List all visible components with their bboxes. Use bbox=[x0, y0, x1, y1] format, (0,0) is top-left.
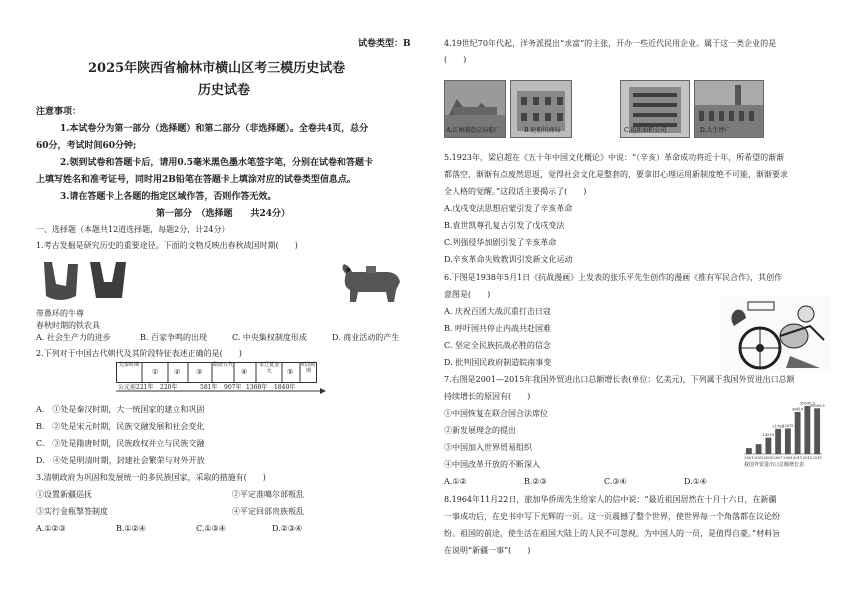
timeline-label: 明清时期 bbox=[301, 362, 317, 374]
chart-data-label: 21762 bbox=[772, 424, 784, 429]
q8-line: 8.1964年11月22日，旅加华侨周先生给家人的信中说：“最近祖国居然在十月十六日，在新疆 bbox=[444, 495, 777, 504]
q7-item: ②新发展理念的提出 bbox=[444, 426, 516, 435]
timeline-label: 先秦时期 bbox=[118, 362, 139, 368]
chart-tick-label: 2009 bbox=[783, 456, 793, 460]
q8-line: 纷。祖国的前途，使生活在祖国大陆上的人民不可忽视。为中国人的一员，是值得自豪。”材料旨 bbox=[444, 529, 781, 538]
q5-line: 都落空，渐渐有点废然思返，觉得社会文化是整套的，要拿旧心理运用新制度绝不可能，渐渐要求 bbox=[444, 170, 788, 179]
q1-caption-1: 带鼻环的牛尊 bbox=[36, 309, 84, 318]
chart-tick-label: 2013 bbox=[802, 456, 812, 460]
q1-option-a[interactable]: A. 社会生产力的进步 bbox=[36, 333, 111, 342]
chart-bar bbox=[814, 408, 820, 454]
timeline-label: 宋辽夏金元 bbox=[258, 362, 279, 374]
q5-line: 全人格的觉醒。”这段话主要揭示了( ) bbox=[444, 187, 587, 196]
q1-option-c[interactable]: C. 中央集权制度形成 bbox=[232, 333, 307, 342]
chart-caption: 我国外贸进出口总额增长表 bbox=[744, 462, 805, 468]
q1-caption-2: 春秋时期的铁农具 bbox=[36, 321, 100, 330]
q1-stem: 1.考古发掘是研究历史的重要途径。下面的文物反映出春秋战国时期( ) bbox=[36, 241, 298, 250]
timeline-label: ③ bbox=[196, 368, 203, 376]
notes-heading: 注意事项： bbox=[36, 107, 82, 117]
q7-item: ③中国加入世界贸易组织 bbox=[444, 443, 532, 452]
chart-data-label: 36419 bbox=[791, 407, 804, 412]
q4-option-c[interactable]: C.福新面粉公司 bbox=[624, 127, 667, 134]
q3-item: ④平定回部贵族叛乱 bbox=[232, 507, 304, 516]
q5-option-c[interactable]: C.列强侵华加剧引发了辛亥革命 bbox=[444, 238, 557, 247]
q3-option-b[interactable]: B.①②④ bbox=[116, 524, 146, 533]
chart-tick-label: 2005 bbox=[763, 456, 773, 460]
chart-bar bbox=[775, 429, 781, 454]
q5-option-b[interactable]: B.袁世凯尊孔复古引发了戊戌变法 bbox=[444, 221, 565, 230]
q7-stem: 7.右图是2001—2015年我国外贸进出口总额增长表(单位：亿美元)，下列属于我国外贸进出口总额 bbox=[444, 375, 795, 384]
chart-data-label: 14219 bbox=[762, 433, 775, 438]
timeline-year: 907年 bbox=[224, 384, 242, 391]
q7-item: ④中国改革开放的不断深入 bbox=[444, 460, 540, 469]
timeline-label: ② bbox=[174, 368, 181, 376]
q7-option-a[interactable]: A.①② bbox=[444, 477, 467, 486]
q7-option-b[interactable]: B.②③ bbox=[524, 477, 547, 486]
q3-option-a[interactable]: A.①②③ bbox=[36, 524, 66, 533]
exam-title: 2025年陕西省榆林市横山区考三模历史试卷 bbox=[88, 61, 346, 76]
q5-option-a[interactable]: A.戊戌变法思想启蒙引发了辛亥革命 bbox=[444, 204, 573, 213]
chart-data-label: 39530.3 bbox=[799, 401, 815, 406]
q6-stem: 6.下图是1938年5月1日《抗战漫画》上发表的张乐平先生创作的漫画《推有军民合作》，其创作 bbox=[444, 273, 783, 282]
trade-bar-chart bbox=[740, 392, 826, 468]
chart-tick-label: 2003 bbox=[754, 456, 764, 460]
q7-option-c[interactable]: C.③④ bbox=[604, 477, 627, 486]
q8-line: 一事成功后，在史书中写下光辉的一页。这一页震撼了整个世界，使世界每一个角落都在议论纷 bbox=[444, 512, 780, 521]
q4-stem-cont: ( ) bbox=[444, 55, 467, 64]
timeline-year: 公元前221年 bbox=[118, 384, 154, 391]
timeline-year: 1840年 bbox=[274, 384, 296, 391]
timeline-label: 隋唐五代 bbox=[213, 362, 234, 368]
q7-option-d[interactable]: D.①④ bbox=[684, 477, 708, 486]
chart-bar bbox=[746, 448, 752, 454]
chart-bar bbox=[756, 444, 762, 454]
chart-tick-label: 2015 bbox=[812, 456, 822, 460]
q3-item: ①设置新疆巡抚 bbox=[36, 490, 92, 499]
note-line: 1.本试卷分为第一部分（选择题）和第二部分（非选择题）。全卷共4页，总分 bbox=[60, 124, 369, 134]
q1-option-b[interactable]: B. 百家争鸣的出现 bbox=[140, 333, 207, 342]
q3-option-d[interactable]: D.②③④ bbox=[272, 524, 303, 533]
chart-tick-label: 2001 bbox=[744, 456, 754, 460]
chart-tick-label: 2007 bbox=[773, 456, 783, 460]
ox-zun-bronze-image bbox=[336, 260, 406, 306]
q2-option-c[interactable]: C. ③处是隋唐时期，民族政权并立与民族交融 bbox=[36, 439, 205, 448]
q4-option-b[interactable]: B.轮船招商局 bbox=[524, 127, 561, 134]
q5-option-d[interactable]: D.辛亥革命失败教训引发新文化运动 bbox=[444, 255, 573, 264]
timeline-label: ① bbox=[152, 368, 159, 376]
note-line: 60分，考试时间60分钟; bbox=[36, 141, 137, 151]
q3-option-c[interactable]: C.①③④ bbox=[196, 524, 226, 533]
timeline-label: ④ bbox=[241, 368, 248, 376]
note-line: 2.领到试卷和答题卡后，请用0.5毫米黑色墨水笔签字笔，分别在试卷和答题卡 bbox=[60, 158, 374, 168]
ox-zun-iron-tools-image bbox=[38, 256, 134, 306]
q5-line: 5.1923年，梁启超在《五十年中国文化概论》中说：“（辛亥）革命成功将近十年，所希望的渐渐 bbox=[444, 153, 785, 162]
cartoon-image bbox=[720, 296, 830, 372]
q7-stem-cont: 持续增长的原因有( ) bbox=[444, 392, 531, 401]
q8-line: 在说明“新疆一事”( ) bbox=[444, 546, 531, 555]
part1-heading: 第一部分 （选择题 共24分） bbox=[156, 209, 291, 219]
q3-stem: 3.清朝政府为巩固和发展统一的多民族国家，采取的措施有( ) bbox=[36, 473, 266, 482]
q3-item: ③实行金瓶掣签制度 bbox=[36, 507, 108, 516]
q6-stem-cont: 意图是( ) bbox=[444, 290, 491, 299]
timeline-year: 1368年 bbox=[246, 384, 268, 391]
q2-option-b[interactable]: B. ②处是宋元时期，民族交融发展和社会变化 bbox=[36, 422, 205, 431]
q4-stem: 4.19世纪70年代起，洋务派提出“求富”的主张，开办一些近代民用企业。属于这一类企业的是 bbox=[444, 39, 777, 48]
chart-tick-label: 2011 bbox=[793, 456, 803, 460]
q6-option-b[interactable]: B. 呼吁国共停止内战共赴国难 bbox=[444, 324, 551, 333]
q2-option-a[interactable]: A. ①处是秦汉时期，大一统国家的建立和巩固 bbox=[36, 405, 205, 414]
timeline-year: 581年 bbox=[200, 384, 218, 391]
q2-option-d[interactable]: D. ④处是明清时期，封建社会繁荣与对外开放 bbox=[36, 456, 205, 465]
chart-data-label: 39569.9 bbox=[809, 403, 825, 408]
q4-option-d[interactable]: D.大生纱厂 bbox=[700, 127, 731, 134]
exam-subtitle: 历史试卷 bbox=[198, 83, 251, 98]
q1-option-d[interactable]: D. 商业活动的产生 bbox=[332, 333, 400, 342]
chart-data-label: 22075 bbox=[782, 423, 794, 428]
dynasty-timeline bbox=[116, 362, 326, 398]
q6-option-c[interactable]: C. 坚定全民族抗战必胜的信念 bbox=[444, 341, 551, 350]
q2-stem: 2.下列对于中国古代朝代及其阶段特征表述正确的是( ) bbox=[36, 349, 242, 358]
paper-type: 试卷类型：B bbox=[358, 39, 411, 49]
q4-option-a[interactable]: A.江南制造总局船厂 bbox=[446, 127, 501, 134]
note-line: 上填写姓名和准考证号，同时用2B铅笔在答题卡上填涂对应的试卷类型信息点。 bbox=[36, 175, 356, 185]
part1-intro: 一、选择题（本题共12道选择题，每题2分，计24分） bbox=[36, 225, 230, 234]
chart-bar bbox=[785, 428, 791, 454]
chart-bar bbox=[795, 412, 801, 454]
q3-item: ②平定准噶尔部叛乱 bbox=[232, 490, 304, 499]
note-line: 3.请在答题卡上各题的指定区域作答，否则作答无效。 bbox=[60, 192, 277, 202]
q7-item: ①中国恢复在联合国合法席位 bbox=[444, 409, 548, 418]
timeline-year: 220年 bbox=[160, 384, 178, 391]
q6-option-d[interactable]: D. 批判国民政府制造皖南事变 bbox=[444, 358, 552, 367]
chart-bar bbox=[765, 438, 771, 454]
timeline-label: ⑤ bbox=[287, 368, 294, 376]
chart-bar bbox=[804, 406, 810, 454]
q6-option-a[interactable]: A. 庆祝百团大战沉重打击日寇 bbox=[444, 307, 551, 316]
